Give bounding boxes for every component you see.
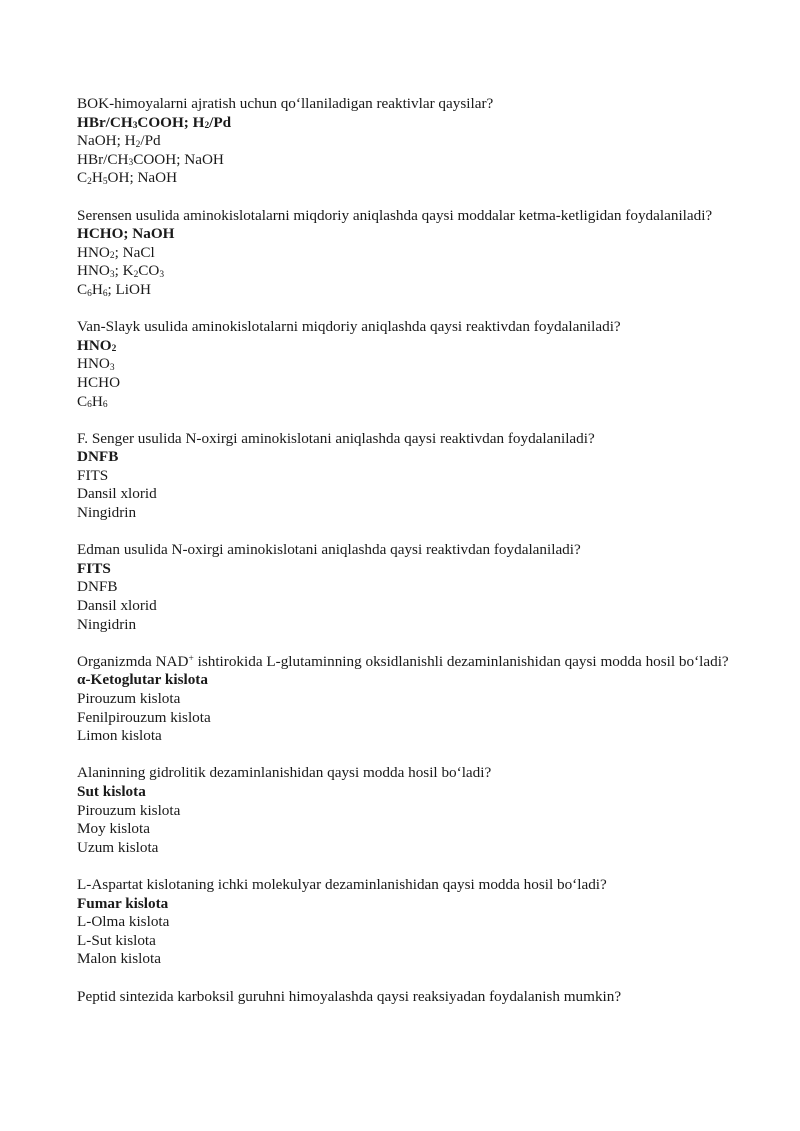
correct-answer: HCHO; NaOH [77,225,175,243]
question-block [77,876,743,969]
answer-option: HBr/$CH_3COOH$; NaOH [77,150,224,169]
question-text: Edman usulida N-oxirgi aminokislotani aniqlashda qaysi reaktivdan foydalaniladi? [77,541,581,559]
question-text: Alaninning gidrolitik dezaminlanishidan qaysi modda hosil bo‘ladi? [77,764,492,782]
correct-answer: $HNO_2$ [77,336,117,355]
answer-option: Moy kislota [77,820,150,838]
answer-option: $HNO_3$ [77,355,115,373]
question-text: F. Senger usulida N-oxirgi aminokislotani aniqlashda qaysi reaktivdan foydalaniladi? [77,429,595,447]
correct-answer: α-Ketoglutar kislota [77,671,208,689]
answer-option: Ningidrin [77,615,137,633]
answer-option: $C_6H_6$; LiOH [77,280,151,299]
question-block [77,95,743,188]
answer-option: L-Sut kislota [77,931,156,949]
question-text: Serensen usulida aminokislotalarni miqdoriy aniqlashda qaysi moddalar ketma-ketligidan foydalaniladi? [77,206,713,224]
correct-answer: Fumar kislota [77,894,169,912]
question-text: Peptid sintezida karboksil guruhni himoyalashda qaysi reaksiyadan foydalanish mumkin? [77,987,622,1005]
question-text: BOK-himoyalarni ajratish uchun qo‘llaniladigan reaktivlar qaysilar? [77,95,494,112]
question-text: L-Aspartat kislotaning ichki molekulyar dezaminlanishidan qaysi modda hosil bo‘ladi? [77,875,607,893]
correct-answer: FITS [77,559,111,577]
question-text: Van-Slayk usulida aminokislotalarni miqdoriy aniqlashda qaysi reaktivdan foydalaniladi? [77,318,621,336]
answer-option: Uzum kislota [77,838,159,856]
answer-option: NaOH; $H_2/Pd$ [77,132,161,150]
answer-option: FITS [77,466,109,484]
question-block [77,207,743,300]
correct-answer: HBr/$CH_3COOH$; $H_2/Pd$ [77,113,232,132]
answer-option: Dansil xlorid [77,485,157,503]
answer-option: $C_6H_6$ [77,392,108,411]
answer-option: Dansil xlorid [77,597,157,615]
answer-option: $HNO_2$; NaCl [77,243,155,262]
answer-option: Fenilpirouzum kislota [77,708,211,726]
answer-option: L-Olma kislota [77,913,170,931]
answer-option: Ningidrin [77,504,137,522]
correct-answer: Sut kislota [77,782,146,800]
question-text: Organizmda NAD+ ishtirokida L-glutaminning oksidlanishli dezaminlanishidan qaysi modda hosil bo‘ladi? [77,652,729,670]
question-list [77,95,743,1025]
correct-answer: DNFB [77,448,119,466]
question-block [77,764,743,857]
question-block [77,541,743,634]
answer-option: Pirouzum kislota [77,690,181,707]
answer-option: Limon kislota [77,727,162,745]
question-block [77,653,743,746]
answer-option: $HNO_3$; $K_2CO_3$ [77,262,165,281]
question-block [77,988,743,1007]
answer-option: DNFB [77,578,118,596]
answer-option: Pirouzum kislota [77,801,181,819]
answer-option: Malon kislota [77,950,161,968]
question-block [77,318,743,411]
question-block [77,430,743,523]
answer-option: $C_2H_5OH$; NaOH [77,169,178,188]
answer-option: HCHO [77,373,121,391]
